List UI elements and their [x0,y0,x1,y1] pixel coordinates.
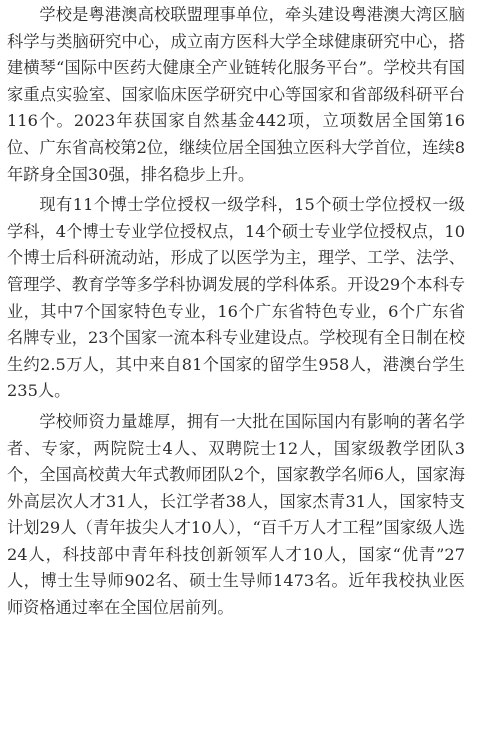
paragraph-research: 学校是粤港澳高校联盟理事单位，牵头建设粤港澳大湾区脑科学与类脑研究中心，成立南方医科大学全球健康研究中心，搭建横琴“国际中医药大健康全产业链转化服务平台”。学校共有国家重点实验室、国家临床医学研究中心等国家和省部级科研平台116个。2023年获国家自然基金442项，立项数居全国第16位、广东省高校第2位，继续位居全国独立医科大学首位，连续8年跻身全国30强，排名稳步上升。 [7,5,465,184]
paragraph-faculty: 学校师资力量雄厚，拥有一大批在国际国内有影响的著名学者、专家，两院院士4人、双聘院士12人，国家级教学团队3个，全国高校黄大年式教师团队2个，国家教学名师6人，国家海外高层次人才31人，长江学者38人，国家杰青31人，国家特支计划29人（青年拔尖人才10人），“百千万人才工程”国家级人选24人，科技部中青年科技创新领军人才10人，国家“优青”27人，博士生导师902名、硕士生导师1473名。近年我校执业医师资格通过率在全国位居前列。 [7,411,465,618]
paragraph-disciplines: 现有11个博士学位授权一级学科，15个硕士学位授权一级学科，4个博士专业学位授权点，14个硕士专业学位授权点，10个博士后科研流动站，形成了以医学为主，理学、工学、法学、管理学、教育学等多学科协调发展的学科体系。开设29个本科专业，其中7个国家特色专业，16个广东省特色专业，6个广东省名牌专业，23个国家一流本科专业建设点。学校现有全日制在校生约2.5万人，其中来自81个国家的留学生958人，港澳台学生235人。 [7,195,465,401]
